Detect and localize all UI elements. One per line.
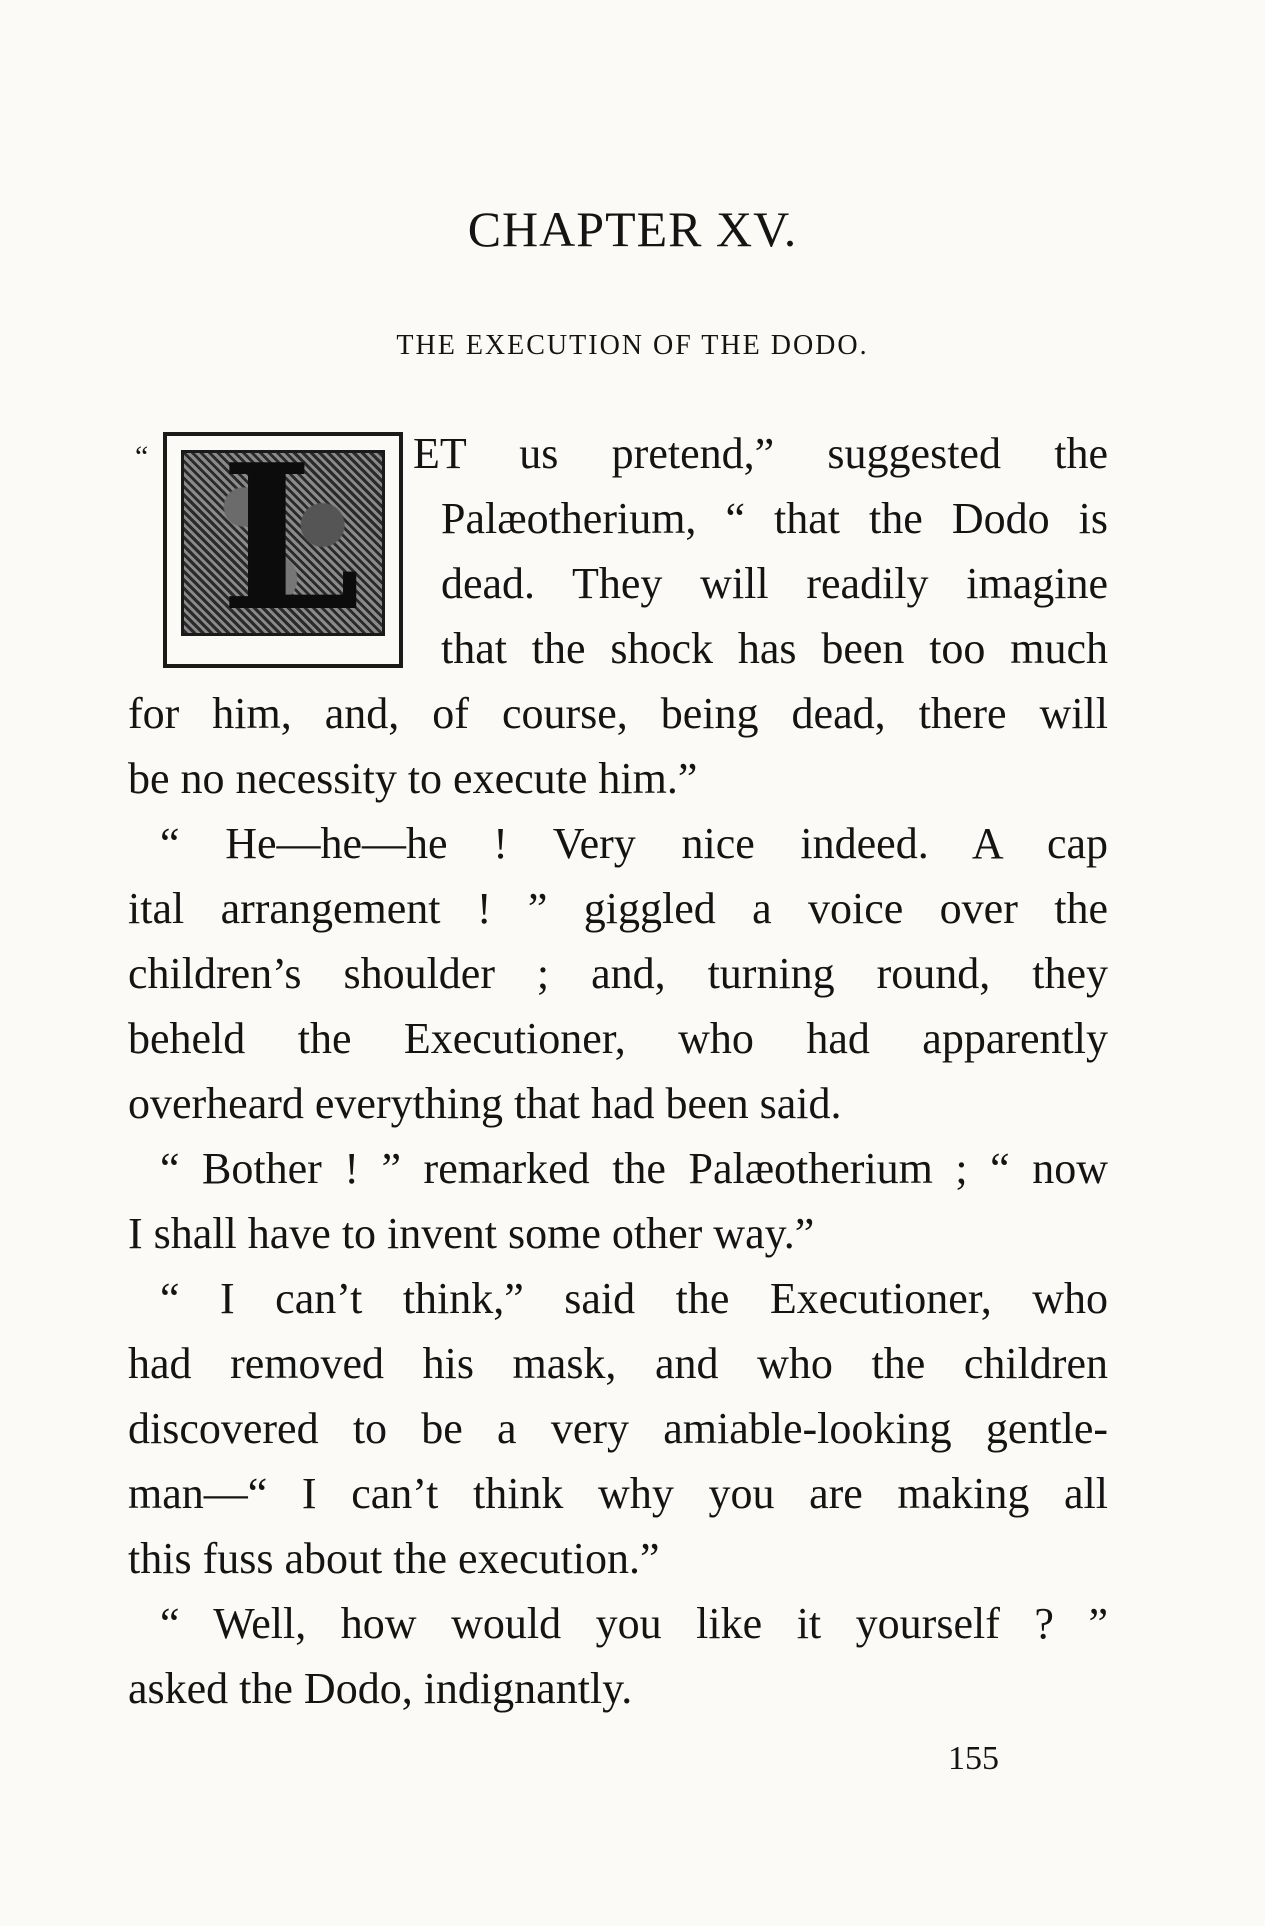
text-line-2: Palæotherium, “ that the Dodo is <box>441 494 1108 543</box>
text-line-13: I shall have to invent some other way.” <box>128 1209 815 1258</box>
text-line-20: asked the Dodo, indignantly. <box>128 1664 633 1713</box>
text-line-15: had removed his mask, and who the children <box>128 1339 1108 1388</box>
initial-letter: L <box>220 450 361 636</box>
text-line-7: “ He—he—he ! Very nice indeed. A cap <box>160 819 1108 868</box>
text-line-8: ital arrangement ! ” giggled a voice over the <box>128 884 1108 933</box>
chapter-subtitle: THE EXECUTION OF THE DODO. <box>396 330 869 361</box>
opening-quote-mark: “ <box>135 440 149 473</box>
text-line-1: ET us pretend,” suggested the <box>413 429 1108 478</box>
text-line-18: this fuss about the execution.” <box>128 1534 660 1583</box>
text-line-6: be no necessity to execute him.” <box>128 754 698 803</box>
text-line-11: overheard everything that had been said. <box>128 1079 842 1128</box>
text-line-10: beheld the Executioner, who had apparently <box>128 1014 1108 1063</box>
page-number: 155 <box>948 1740 999 1777</box>
text-line-14: “ I can’t think,” said the Executioner, who <box>160 1274 1108 1323</box>
initial-ornament <box>181 450 385 636</box>
decorated-initial <box>163 432 403 668</box>
text-line-5: for him, and, of course, being dead, there will <box>128 689 1108 738</box>
text-line-19: “ Well, how would you like it yourself ? ” <box>160 1599 1108 1648</box>
chapter-heading: CHAPTER XV. <box>467 201 798 257</box>
text-line-17: man—“ I can’t think why you are making all <box>128 1469 1108 1518</box>
text-line-16: discovered to be a very amiable-looking gentle- <box>128 1404 1108 1453</box>
text-line-12: “ Bother ! ” remarked the Palæotherium ; “ now <box>160 1144 1108 1193</box>
text-line-4: that the shock has been too much <box>441 624 1108 673</box>
text-line-9: children’s shoulder ; and, turning round, they <box>128 949 1108 998</box>
text-line-3: dead. They will readily imagine <box>441 559 1108 608</box>
